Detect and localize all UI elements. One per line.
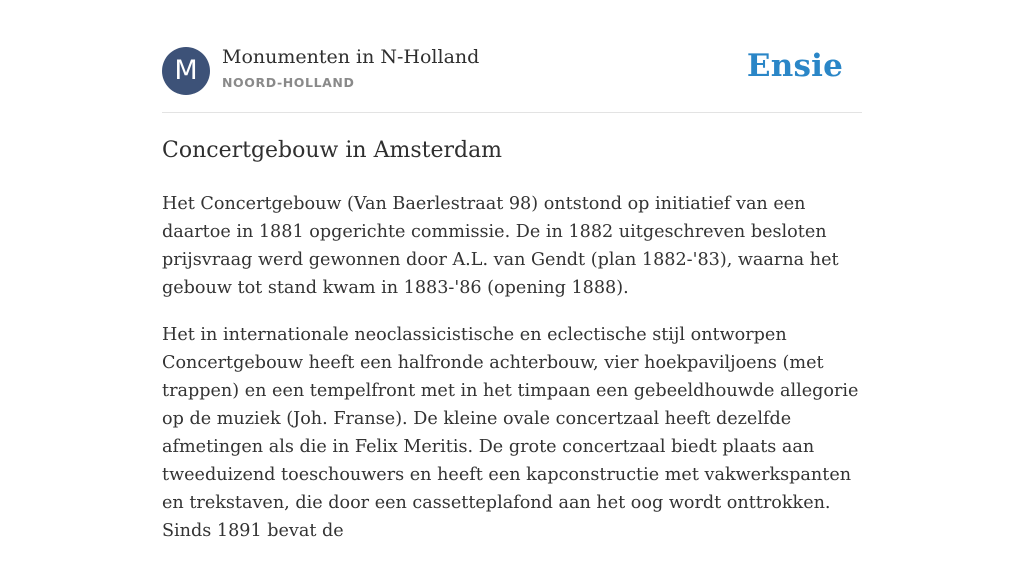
article-body bbox=[162, 190, 864, 564]
channel-header bbox=[162, 47, 862, 113]
channel-subtitle: NOORD-HOLLAND bbox=[222, 75, 355, 90]
article-title: Concertgebouw in Amsterdam bbox=[162, 138, 503, 163]
channel-name-link[interactable]: Monumenten in N-Holland bbox=[222, 46, 480, 68]
article-paragraph-1: Het Concertgebouw (Van Baerlestraat 98) ontstond op initiatief van een daartoe in 1881 opgerichte commissie. De in 1882 uitgeschreven besloten prijsvraag werd gewonnen door A.L. van Gendt (plan 1882-'83), waarna het gebouw tot stand kwam in 1883-'86 (opening 1888). bbox=[162, 194, 839, 298]
article-paragraph-2: Het in internationale neoclassicistische en eclectische stijl ontworpen Concertgebouw heeft een halfronde achterbouw, vier hoekpaviljoens (met trappen) en een tempelfront met in het timpaan een gebeeldhouwde allegorie op de muziek (Joh. Franse). De kleine ovale concertzaal heeft dezelfde afmetingen als die in Felix Meritis. De grote concertzaal biedt plaats aan tweeduizend toeschouwers en heeft een kapconstructie met vakwerkspanten en trekstaven, die door een cassetteplafond aan het oog wordt onttrokken. Sinds 1891 bevat de bbox=[162, 325, 859, 541]
ensie-logo[interactable]: Ensie bbox=[746, 48, 843, 84]
avatar[interactable]: M bbox=[162, 47, 210, 95]
